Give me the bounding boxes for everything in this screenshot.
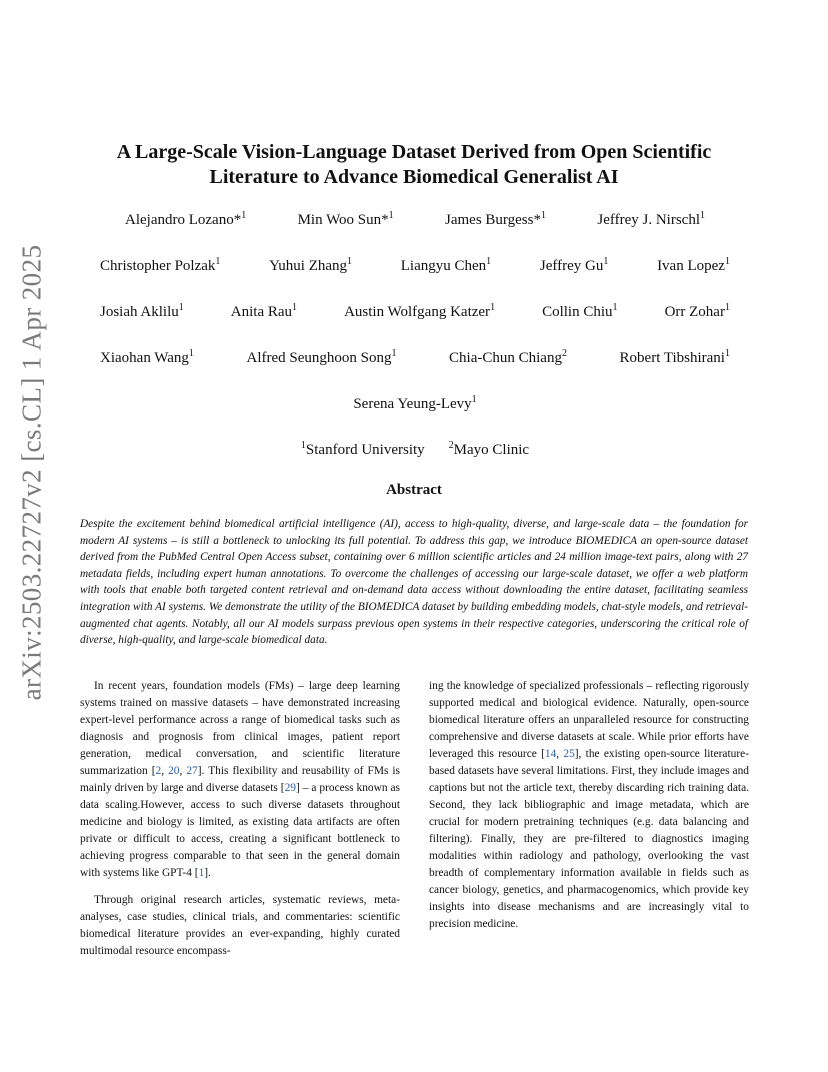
author: James Burgess*$^1$ <box>445 210 546 228</box>
affiliation: $^2$Mayo Clinic <box>448 440 530 458</box>
citation-link[interactable]: 25 <box>563 748 575 760</box>
author: Christopher Polzak$^1$ <box>100 256 221 274</box>
affiliation: $^1$Stanford University <box>300 440 425 458</box>
body-column-right <box>429 678 749 933</box>
citation-link[interactable]: 1 <box>198 867 205 879</box>
citation-link[interactable]: 29 <box>284 782 296 794</box>
affiliations <box>80 440 750 459</box>
author: Serena Yeung-Levy$^1$ <box>353 394 477 412</box>
author-row-3 <box>80 302 750 348</box>
author: Yuhui Zhang$^1$ <box>269 256 353 274</box>
author-row-1 <box>80 210 750 256</box>
arxiv-identifier <box>10 244 54 700</box>
author: Orr Zohar$^1$ <box>664 302 730 320</box>
abstract-heading: Abstract <box>386 482 442 498</box>
abstract-text: Despite the excitement behind biomedical artificial intelligence (AI), access to high-quality, diverse, and large-scale data – the foundation for modern AI systems – is still a bottleneck to unlocking its full potential. To address this gap, we introduce BIOMEDICA an open-source dataset derived from the PubMed Central Open Access subset, containing over 6 million scientific articles and 24 million image-text pairs, along with 27 metadata fields, including expert human annotations. To overcome the challenges of accessing our large-scale dataset, we offer a web platform with tools that enable both targeted content retrieval and on-demand data access without downloading the entire dataset, facilitating seamless integration with AI systems. We demonstrate the utility of the BIOMEDICA dataset by building embedding models, chat-style models, and retrieval-augmented chat agents. Notably, all our AI models surpass previous open systems in their respective categories, underscoring the critical role of diverse, high-quality, and large-scale biomedical data. <box>80 518 748 647</box>
author-list <box>80 210 750 440</box>
body-paragraph: ing the knowledge of specialized professionals – reflecting rigorously supported medical and biological evidence. Naturally, open-source biomedical literature offers an unparalleled resource for constructing comprehensive and diverse datasets at scale. While prior efforts have leveraged this resource [14, 25], the existing open-source literature-based datasets have several limitations. First, they include images and captions but not the article text, thereby discarding rich training data. Second, they lack bibliographic and image metadata, which are crucial for modern pretraining techniques (e.g. data balancing and filtering). Finally, they are pre-filtered to diagnostics imaging modalities within radiology and pathology, overlooking the vast breadth of complementary information available in fields such as cancer biology, genetics, and pharmacogenomics, which provide key insights into disease mechanisms and are increasingly vital to precision medicine. <box>429 680 749 930</box>
author: Min Woo Sun*$^1$ <box>297 210 394 228</box>
author: Austin Wolfgang Katzer$^1$ <box>344 302 496 320</box>
author: Jeffrey Gu$^1$ <box>539 256 609 274</box>
citation-link[interactable]: 2 <box>155 765 162 777</box>
author: Ivan Lopez$^1$ <box>657 256 730 274</box>
author-row-2 <box>80 256 750 302</box>
author: Jeffrey J. Nirschl$^1$ <box>597 210 705 228</box>
body-paragraph: Through original research articles, systematic reviews, meta-analyses, case studies, clinical trials, and commentaries: scientific biomedical literature provides an ever-expanding, highly curated multimodal resource encompass- <box>80 894 400 957</box>
author-row-5 <box>80 394 750 440</box>
author: Chia-Chun Chiang$^2$ <box>449 348 567 366</box>
body-paragraph: In recent years, foundation models (FMs) – large deep learning systems trained on massive datasets – have demonstrated increasing expert-level performance across a range of biomedical tasks such as diagnosis and prognosis from clinical images, patient report generation, medical conversation, and scientific literature summarization [2, 20, 27]. This flexibility and reusability of FMs is mainly driven by large and diverse datasets [29] – a process known as data scaling.However, access to such diverse datasets throughout medicine and biology is limited, as existing data artifacts are often private or difficult to access, creating a significant bottleneck to achieving progress comparable to that seen in the general domain with systems like GPT-4 [1]. <box>80 680 400 879</box>
citation-link[interactable]: 20 <box>168 765 180 777</box>
author: Xiaohan Wang$^1$ <box>100 348 194 366</box>
author: Anita Rau$^1$ <box>230 302 298 320</box>
author: Collin Chiu$^1$ <box>542 302 618 320</box>
paper-title: A Large-Scale Vision-Language Dataset Derived from Open Scientific Literature to Advance Biomedical Generalist AI <box>116 141 712 188</box>
author-row-4 <box>80 348 750 394</box>
citation-link[interactable]: 27 <box>186 765 198 777</box>
author: Josiah Aklilu$^1$ <box>100 302 184 320</box>
body-column-left <box>80 678 400 960</box>
citation-link[interactable]: 14 <box>544 748 557 760</box>
author: Liangyu Chen$^1$ <box>400 256 492 274</box>
arxiv-identifier-text: arXiv:2503.22727v2 [cs.CL] 1 Apr 2025 <box>16 244 47 700</box>
author: Alejandro Lozano*$^1$ <box>125 210 247 228</box>
author: Alfred Seunghoon Song$^1$ <box>246 348 397 366</box>
author: Robert Tibshirani$^1$ <box>619 348 730 366</box>
